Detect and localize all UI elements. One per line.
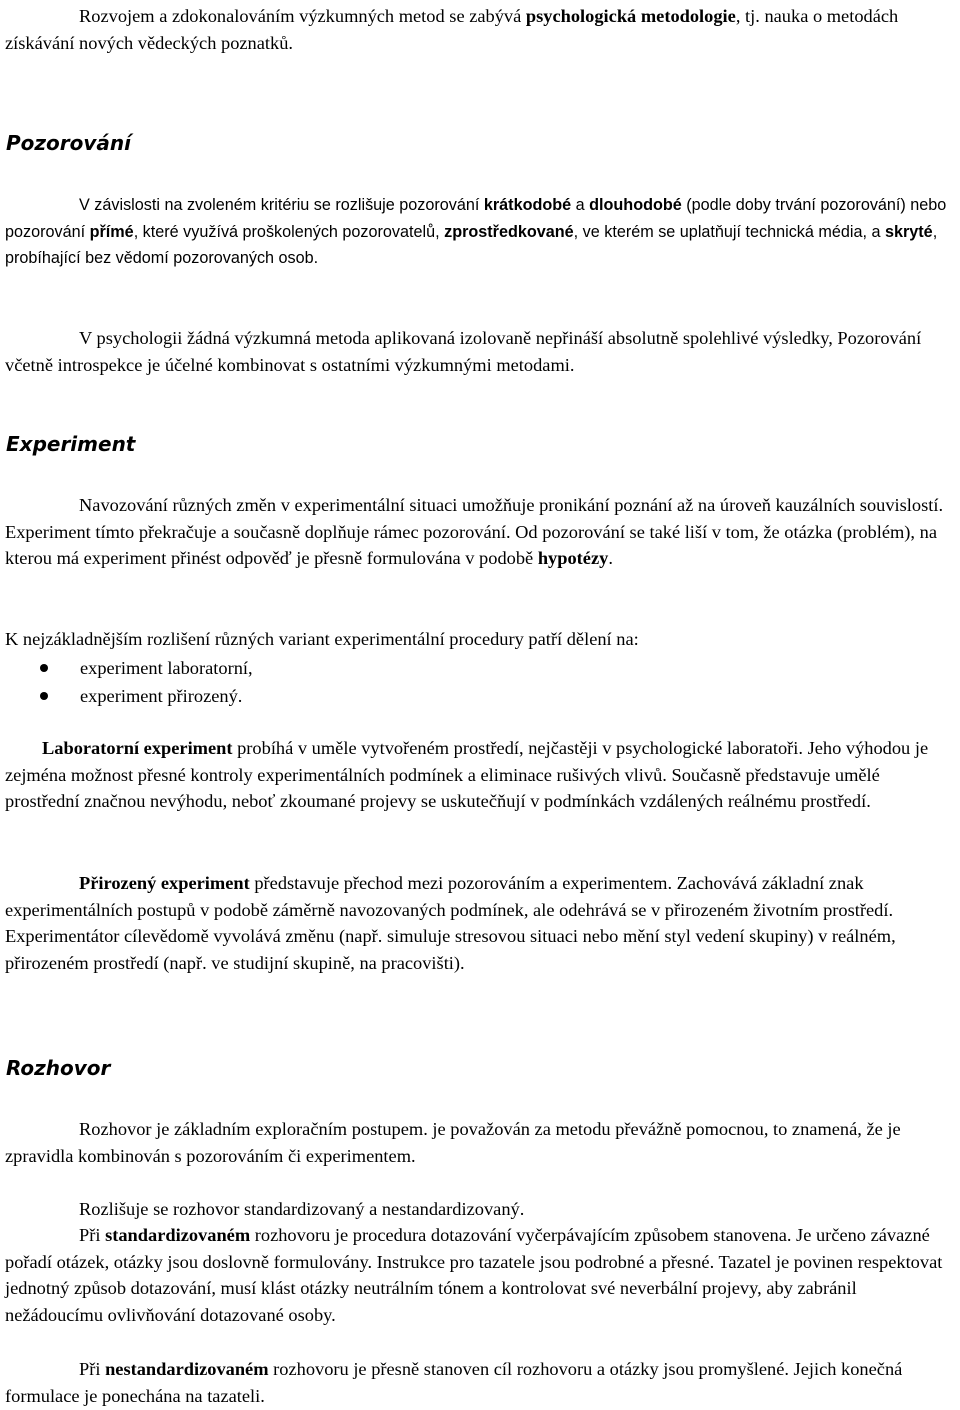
intro-paragraph bbox=[5, 3, 957, 56]
list-item-text: experiment laboratorní, bbox=[80, 658, 253, 678]
text-run: Rozvojem a zdokonalováním výzkumných metod se zabývá bbox=[79, 6, 526, 26]
text-run: představuje přechod mezi pozorováním a experimentem. Zachovává základní znak experimentálních postupů v podobě záměrně navozovaných podmínek, ale odehrává se v přirozeném životním prostředí. Experimentátor cílevědomě vyvolává změnu (např. simuluje stresovou situaci nebo mění styl vedení skupiny) v reálném, přirozeném prostředí (např. ve studijní skupině, na pracovišti). bbox=[5, 873, 896, 973]
bold-term: psychologická metodologie bbox=[525, 6, 736, 26]
text-run: Při bbox=[79, 1359, 106, 1379]
text-run: . bbox=[608, 548, 613, 569]
text-run: , které využívá proškolených pozorovatelů, bbox=[133, 222, 445, 241]
bold-term: nestandardizovaném bbox=[105, 1359, 269, 1379]
bold-term: Laboratorní experiment bbox=[42, 738, 233, 758]
bold-term: Přirozený experiment bbox=[79, 873, 250, 893]
text-run: Při bbox=[79, 1225, 106, 1245]
list-item-text: experiment přirozený. bbox=[80, 686, 243, 706]
text-run: , tj. nauka o metodách získávání nových vědeckých poznatků. bbox=[5, 6, 899, 53]
list-item bbox=[0, 683, 940, 709]
bold-term: krátkodobé bbox=[483, 196, 572, 214]
rozhovor-paragraph-standardizovany bbox=[5, 1222, 957, 1328]
bullet-icon bbox=[40, 664, 48, 672]
experiment-paragraph-2: K nejzákladnějším rozlišení různých variant experimentální procedury patří dělení na: bbox=[5, 629, 639, 649]
list-item bbox=[0, 655, 940, 681]
bold-term: skryté bbox=[884, 222, 933, 241]
section-heading-experiment: Experiment bbox=[6, 432, 136, 456]
bold-term: hypotézy bbox=[537, 548, 609, 569]
experiment-paragraph-prirozeny bbox=[5, 870, 957, 976]
bold-term: dlouhodobé bbox=[589, 196, 682, 214]
text-run: a bbox=[571, 196, 590, 214]
text-run: rozhovoru je přesně stanoven cíl rozhovoru a otázky jsou promyšlené. Jejich konečná formulace je ponechána na tazateli. bbox=[5, 1359, 903, 1406]
experiment-paragraph-1 bbox=[5, 492, 957, 572]
experiment-paragraph-laboratorni bbox=[5, 735, 957, 815]
pozorovani-paragraph-2: V psychologii žádná výzkumná metoda aplikovaná izolovaně nepřináší absolutně spolehlivé výsledky, Pozorování včetně introspekce je účelné kombinovat s ostatními výzkumnými metodami. bbox=[5, 328, 922, 375]
bullet-icon bbox=[40, 692, 48, 700]
text-run: probíhá v uměle vytvořeném prostředí, nejčastěji v psychologické laboratoři. Jeho výhodou je zejména možnost přesné kontroly experimentálních podmínek a eliminace rušivých vlivů. Současně představuje umělé prostřední značnou nevýhodu, neboť zkoumané projevy se uskutečňují v podmínkách vzdálených reálnému prostředí. bbox=[5, 738, 929, 812]
bold-term: standardizovaném bbox=[105, 1225, 251, 1245]
section-heading-pozorovani: Pozorování bbox=[6, 131, 132, 155]
text-run: (podle doby trvání pozorování) nebo pozorování bbox=[5, 196, 947, 241]
rozhovor-paragraph-1: Rozhovor je základním exploračním postupem. je považován za metodu převážně pomocnou, to znamená, že je zpravidla kombinován s pozorováním či experimentem. bbox=[5, 1119, 901, 1166]
pozorovani-paragraph-1 bbox=[5, 192, 957, 272]
text-run: Navozování různých změn v experimentální situaci umožňuje pronikání poznání až na úroveň kauzálních souvislostí. Experiment tímto překračuje a současně doplňuje rámec pozorování. Od pozorování se také liší v tom, že otázka (problém), na kterou má experiment přinést odpověď je přesně formulována v podobě bbox=[5, 495, 944, 569]
text-run: , probíhající bez vědomí pozorovaných osob. bbox=[5, 222, 938, 268]
bold-term: zprostředkované bbox=[444, 222, 574, 241]
rozhovor-paragraph-nestandardizovany bbox=[5, 1356, 957, 1409]
text-run: , ve kterém se uplatňují technická média, a bbox=[573, 222, 885, 241]
section-heading-rozhovor: Rozhovor bbox=[6, 1056, 111, 1080]
rozhovor-paragraph-2: Rozlišuje se rozhovor standardizovaný a nestandardizovaný. bbox=[79, 1199, 525, 1219]
bold-term: přímé bbox=[89, 222, 134, 241]
text-run: rozhovoru je procedura dotazování vyčerpávajícím způsobem stanovena. Je určeno závazné pořadí otázek, otázky jsou doslovně formulovány. Instrukce pro tazatele jsou podrobné a přesné. Tazatel je povinen respektovat jednotný způsob dotazování, musí klást otázky neutrálním tónem a kontrolovat své neverbální projevy, aby zabránil nežádoucímu ovlivňování dotazované osoby. bbox=[5, 1225, 943, 1325]
text-run: V závislosti na zvoleném kritériu se rozlišuje pozorování bbox=[79, 196, 484, 214]
